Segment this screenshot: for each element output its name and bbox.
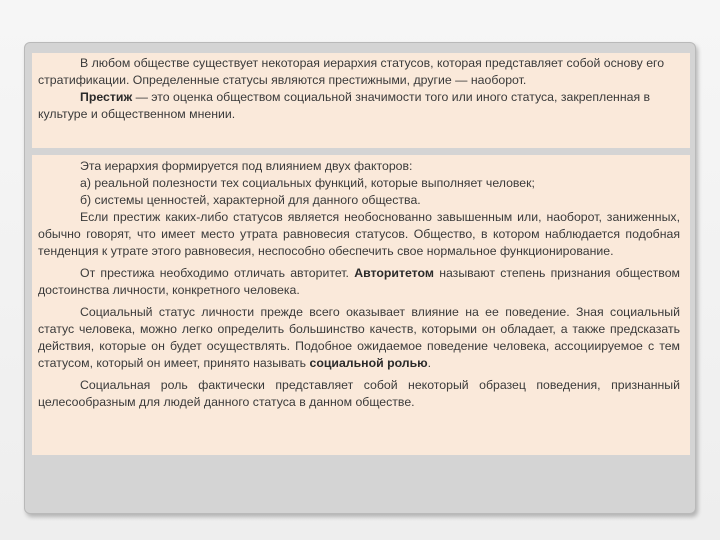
paragraph-social-role-definition: Социальная роль фактически представляет собой некоторый образец поведения, признанный целесообразным для людей данного статуса в данном обществе. bbox=[38, 378, 680, 409]
text-block-prestige bbox=[32, 53, 690, 148]
paragraph-prestige-definition bbox=[38, 89, 680, 123]
text-block-factors bbox=[32, 155, 690, 455]
authority-intro-text: От престижа необходимо отличать авторитет. bbox=[80, 266, 355, 280]
paragraph-authority bbox=[38, 265, 680, 299]
paragraph-social-role bbox=[38, 304, 680, 372]
factor-a: а) реальной полезности тех социальных функций, которые выполняет человек; bbox=[80, 176, 535, 190]
term-social-role: социальной ролью bbox=[309, 356, 428, 370]
prestige-definition-text: — это оценка обществом социальной значимости того или иного статуса, закрепленная в культуре и общественном мнении. bbox=[38, 90, 651, 121]
factor-b: б) системы ценностей, характерной для данного общества. bbox=[80, 193, 421, 207]
authority-definition-text: называют степень признания обществом достоинства личности, конкретного человека. bbox=[38, 266, 680, 297]
paragraph-hierarchy: В любом обществе существует некоторая иерархия статусов, которая представляет собой основу его стратификации. Определенные статусы являются престижными, другие — наоборот. bbox=[38, 56, 665, 87]
social-role-intro-text: Социальный статус личности прежде всего оказывает влияние на ее поведение. Зная социальный статус человека, можно легко определить большинство качеств, которыми он обладает, а также предсказать действия, которые он будет осуществлять. Подобное ожидаемое поведение человека, ассоциируемое с тем статусом, который он имеет, принято называть bbox=[38, 305, 680, 370]
paragraph-factors-intro: Эта иерархия формируется под влиянием двух факторов: bbox=[80, 159, 413, 173]
social-role-period: . bbox=[427, 356, 432, 370]
term-prestige: Престиж bbox=[80, 90, 133, 104]
term-authority: Авторитетом bbox=[354, 266, 434, 280]
paragraph-status-imbalance: Если престиж каких-либо статусов является необоснованно завышенным или, наоборот, заниженных, обычно говорят, что имеет место утрата равновесия статусов. Общество, в котором наблюдается подобная тенденция к утрате этого равновесия, неспособно обеспечить свое нормальное функционирование. bbox=[38, 210, 680, 258]
